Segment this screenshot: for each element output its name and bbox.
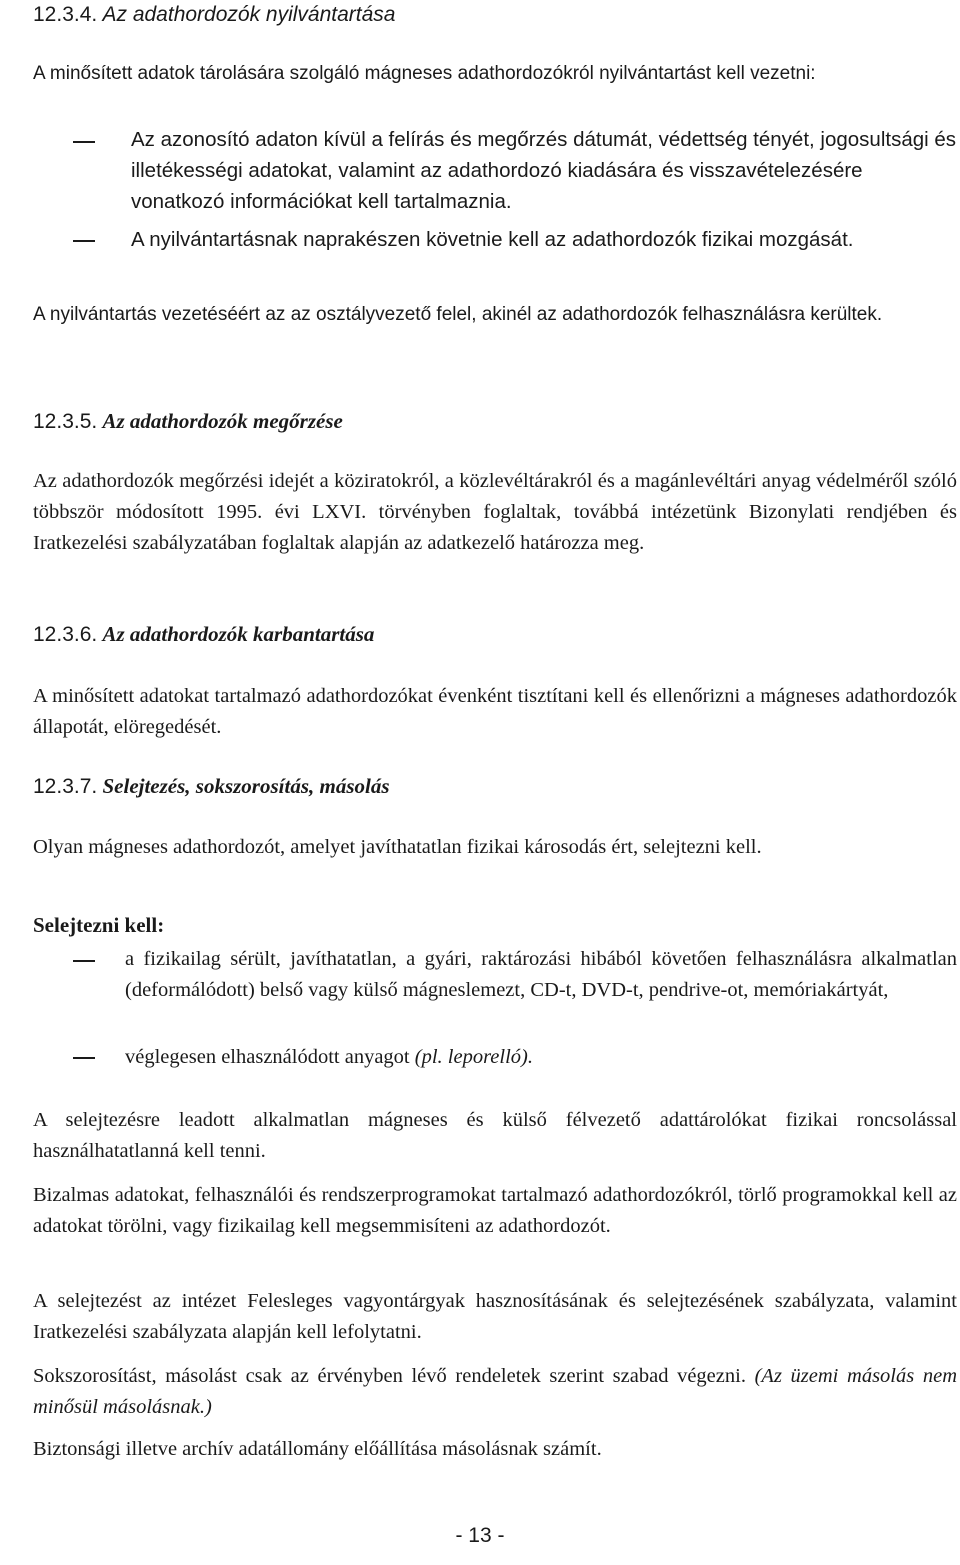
section-heading-12-3-4 [33,0,396,29]
section-title: Az adathordozók karbantartása [102,622,375,646]
list-dash [73,141,95,143]
section-heading-12-3-5 [33,407,343,436]
paragraph: Bizalmas adatokat, felhasználói és rendszerprogramokat tartalmazó adathordozókról, törlő programokkal kell az adatokat törölni, vagy fizikailag kell megsemmisíteni az adathordozót. [33,1184,957,1237]
list-label: Selejtezni kell: [33,913,165,937]
paragraph-backup: Biztonsági illetve archív adatállomány előállítása másolásnak számít. [33,1438,602,1460]
page-number: - 13 - [455,1524,505,1547]
list-item [125,1042,957,1073]
section-number: 12.3.4. [33,3,98,26]
list-item-text: véglegesen elhasználódott anyagot [125,1046,415,1068]
list-dash [73,1057,95,1059]
section-closing: A nyilvántartás vezetéséért az az osztályvezető felel, akinél az adathordozók felhasználásra kerültek. [33,304,883,325]
list-item: A nyilvántartásnak naprakészen követnie kell az adathordozók fizikai mozgását. [131,228,854,251]
section-title: Az adathordozók nyilvántartása [102,3,396,26]
section-number: 12.3.6. [33,623,98,646]
copy-italic: (Az üzemi másolás nem minősül másolásnak.) [33,1365,958,1418]
paragraph-copying [33,1361,957,1423]
section-paragraph: A minősített adatokat tartalmazó adathordozókat évenként tisztítani kell és ellenőrizni a mágneses adathordozók állapotát, elöregedését. [33,685,957,738]
section-intro: A minősített adatok tárolására szolgáló mágneses adathordozókról nyilvántartást kell vezetni: [33,63,816,84]
paragraph: A selejtezést az intézet Felesleges vagyontárgyak hasznosításának és selejtezésének szabályzata, valamint Iratkezelési szabályzata alapján kell lefolytatni. [33,1290,957,1343]
section-number: 12.3.7. [33,775,98,798]
section-heading-12-3-6 [33,620,374,649]
copy-text: Sokszorosítást, másolást csak az érvényben lévő rendeletek szerint szabad végezni. [33,1365,755,1387]
list-item-italic: (pl. leporelló). [414,1046,533,1068]
section-title: Az adathordozók megőrzése [102,409,343,433]
section-title: Selejtezés, sokszorosítás, másolás [102,774,390,798]
section-paragraph: Olyan mágneses adathordozót, amelyet javíthatatlan fizikai károsodás ért, selejtezni kell. [33,836,762,858]
section-heading-12-3-7 [33,772,390,801]
list-item: Az azonosító adaton kívül a felírás és megőrzés dátumát, védettség tényét, jogosultsági és illetékességi adatokat, valamint az adathordozó kiadására és visszavételezésére vonatkozó információkat kell tartalmaznia. [131,128,957,213]
list-dash [73,240,95,242]
section-number: 12.3.5. [33,410,98,433]
list-dash [73,960,95,962]
paragraph: A selejtezésre leadott alkalmatlan mágneses és külső félvezető adattárolókat fizikai roncsolással használhatatlanná kell tenni. [33,1109,957,1162]
section-paragraph: Az adathordozók megőrzési idejét a köziratokról, a közlevéltárakról és a magánlevéltári anyag védelméről szóló többször módosított 1995. évi LXVI. törvényben foglaltak, továbbá intézetünk Bizonylati rendjében és Iratkezelési szabályzatában foglaltak alapján az adatkezelő határozza meg. [33,470,957,554]
list-item: a fizikailag sérült, javíthatatlan, a gyári, raktározási hibából követően felhasználásra alkalmatlan (deformálódott) belső vagy külső mágneslemezt, CD-t, DVD-t, pendrive-ot, memóriakártyát, [125,948,957,1001]
